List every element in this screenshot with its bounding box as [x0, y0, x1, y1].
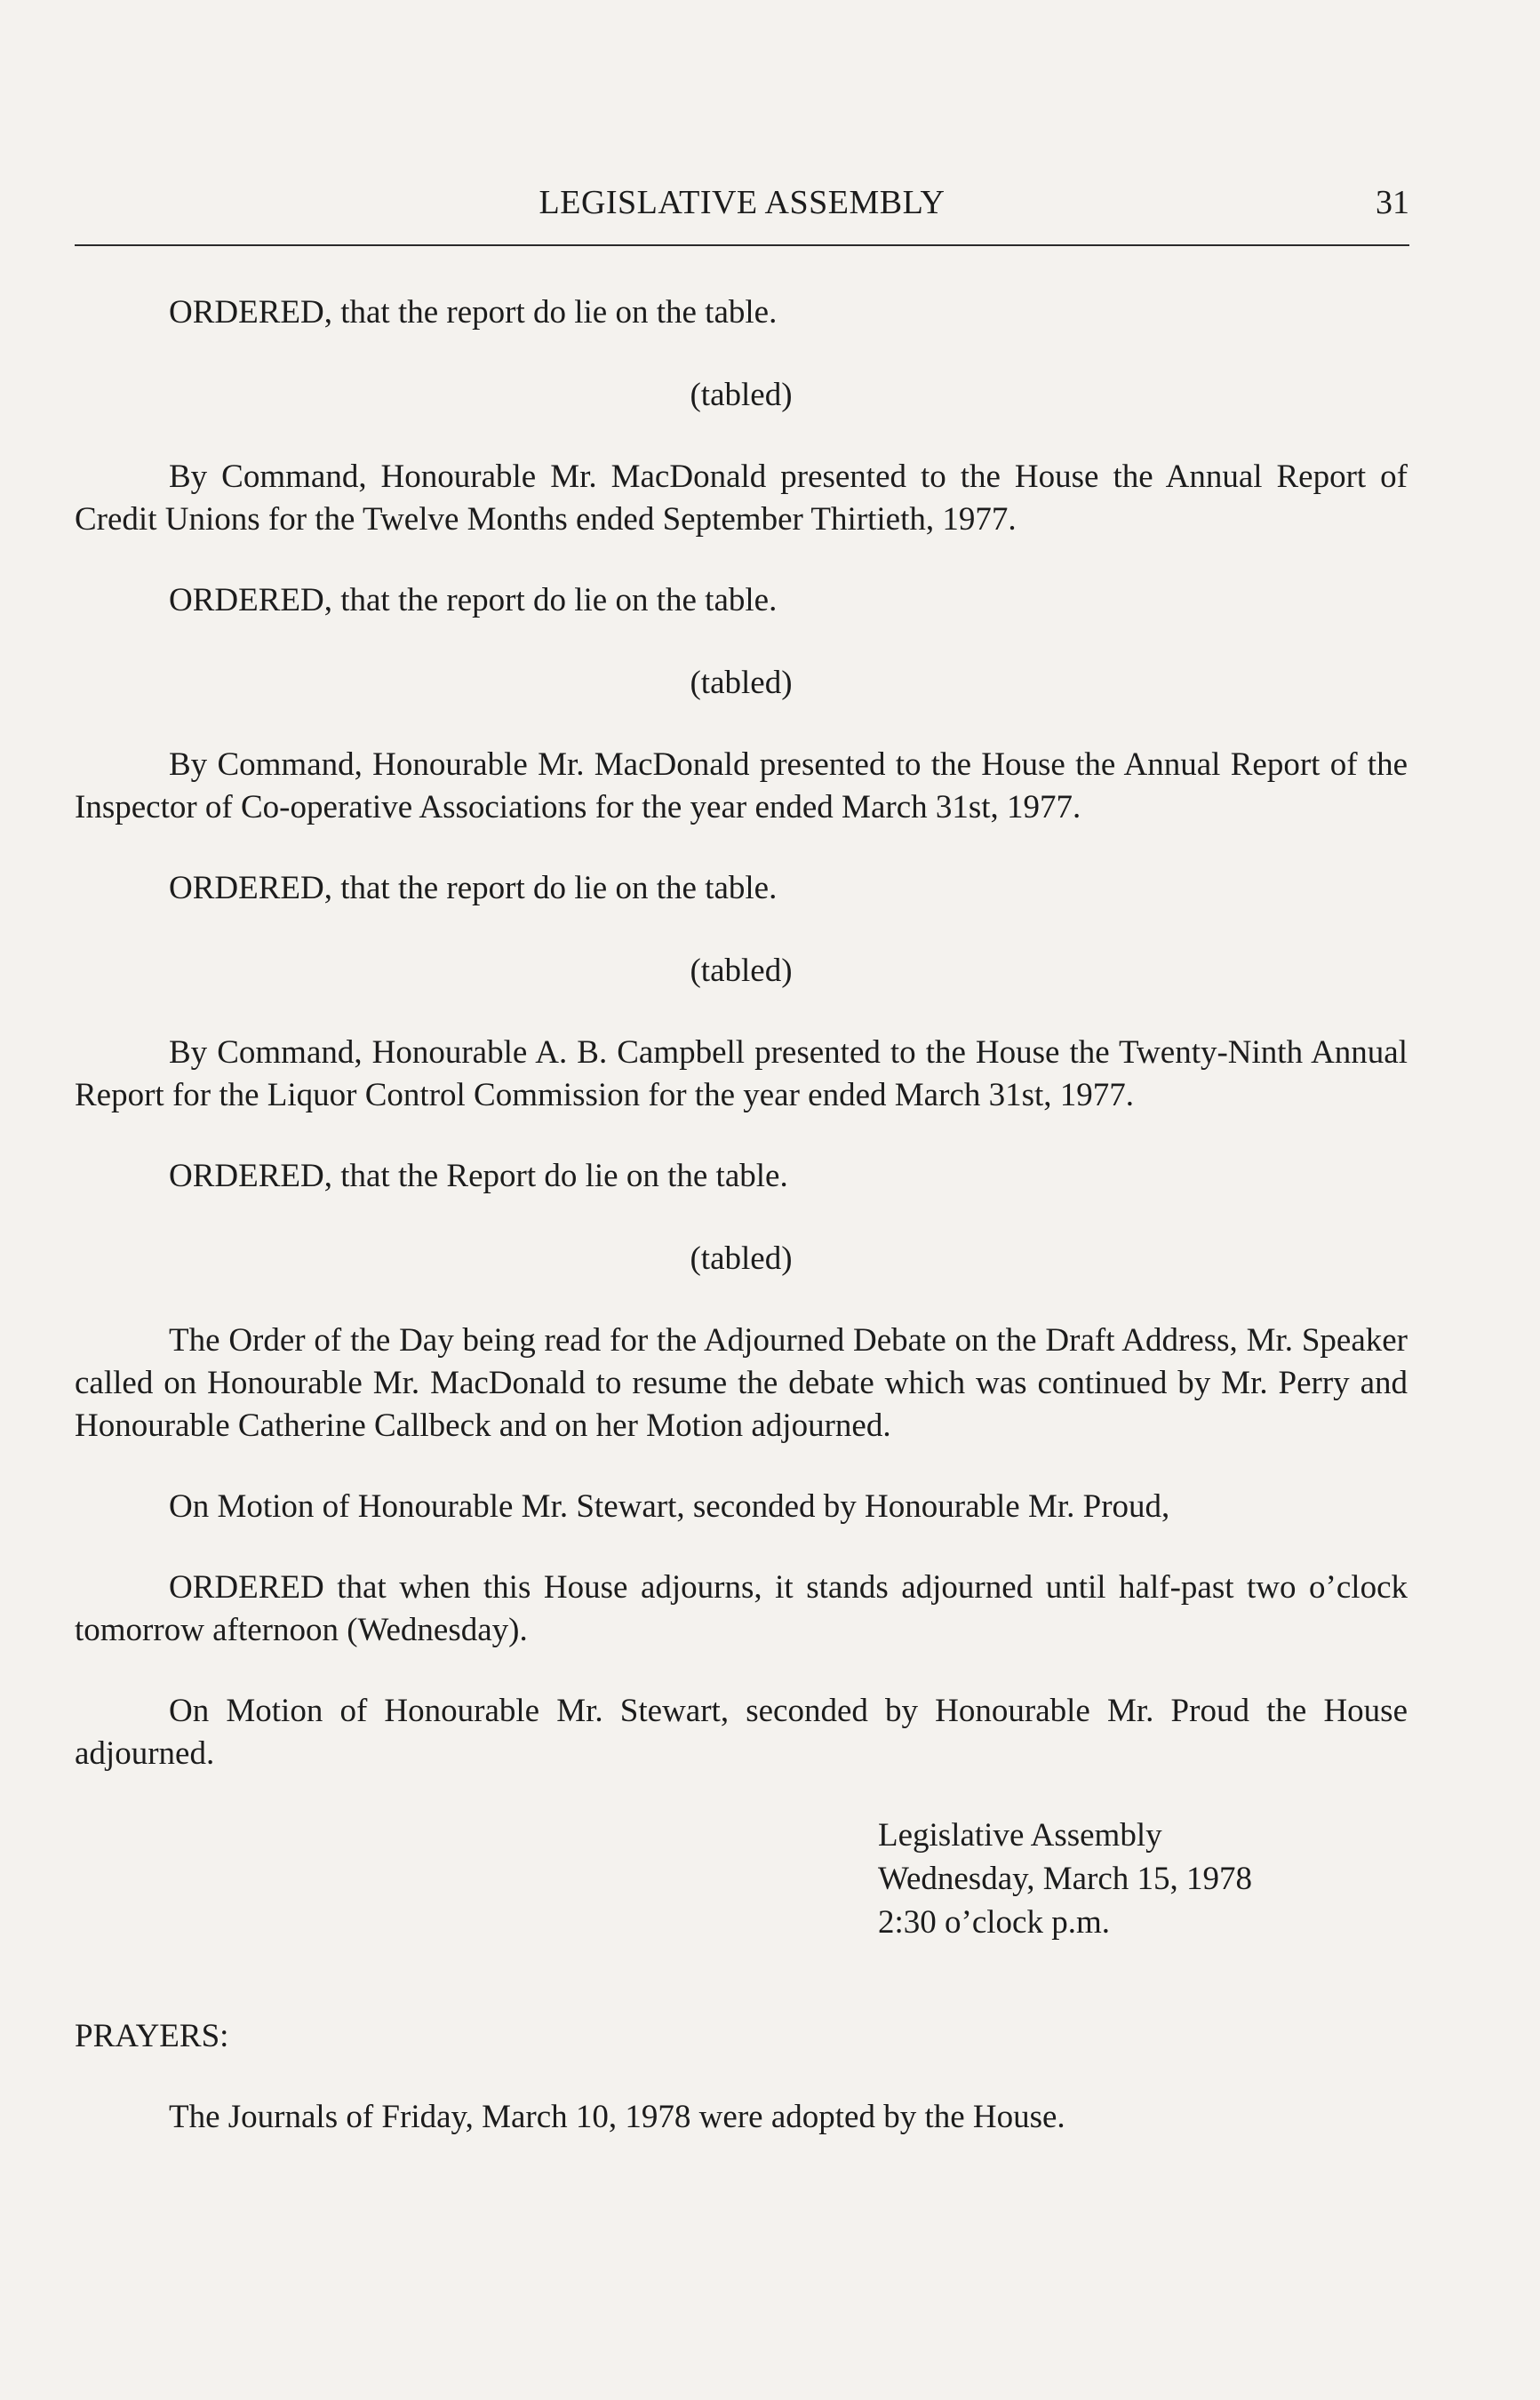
- ordered-paragraph: ORDERED, that the Report do lie on the table.: [169, 1158, 788, 1194]
- motion-paragraph: On Motion of Honourable Mr. Stewart, seconded by Honourable Mr. Proud,: [169, 1488, 1170, 1525]
- tabled-note: (tabled): [690, 665, 793, 701]
- ordered-paragraph: ORDERED, that the report do lie on the table.: [169, 582, 778, 618]
- page-header: [75, 183, 1409, 236]
- cooperative-associations-report-paragraph: By Command, Honourable Mr. MacDonald presented to the House the Annual Report of the Inspector of Co-operative Associations for the year ended March 31st, 1977.: [75, 746, 1408, 825]
- sitting-dateline: [878, 1814, 1408, 1944]
- credit-unions-report-paragraph: By Command, Honourable Mr. MacDonald presented to the House the Annual Report of Credit Unions for the Twelve Months ended September Thirtieth, 1977.: [75, 458, 1408, 538]
- page-number: 31: [1376, 184, 1409, 221]
- journal-body: [75, 291, 1408, 2177]
- header-rule: [75, 244, 1409, 246]
- ordered-paragraph: ORDERED, that the report do lie on the table.: [169, 294, 778, 331]
- adjournment-order-paragraph: ORDERED that when this House adjourns, it stands adjourned until half-past two o’clock tomorrow afternoon (Wednesday).: [75, 1569, 1408, 1648]
- house-adjourned-paragraph: On Motion of Honourable Mr. Stewart, seconded by Honourable Mr. Proud the House adjourned.: [75, 1693, 1408, 1772]
- ordered-paragraph: ORDERED, that the report do lie on the table.: [169, 870, 778, 906]
- dateline-time: 2:30 o’clock p.m.: [878, 1904, 1111, 1941]
- adjourned-debate-paragraph: The Order of the Day being read for the Adjourned Debate on the Draft Address, Mr. Speaker called on Honourable Mr. MacDonald to resume the debate which was continued by Mr. Perry and Honourable Catherine Callbeck and on her Motion adjourned.: [75, 1322, 1408, 1444]
- prayers-heading: PRAYERS:: [75, 2018, 229, 2054]
- tabled-note: (tabled): [690, 1240, 793, 1277]
- tabled-note: (tabled): [690, 377, 793, 413]
- dateline-assembly: Legislative Assembly: [878, 1817, 1162, 1854]
- liquor-control-report-paragraph: By Command, Honourable A. B. Campbell presented to the House the Twenty-Ninth Annual Report for the Liquor Control Commission for the year ended March 31st, 1977.: [75, 1034, 1408, 1113]
- journals-adopted-paragraph: The Journals of Friday, March 10, 1978 were adopted by the House.: [169, 2099, 1065, 2135]
- running-title: LEGISLATIVE ASSEMBLY: [539, 184, 946, 221]
- tabled-note: (tabled): [690, 953, 793, 989]
- dateline-date: Wednesday, March 15, 1978: [878, 1861, 1253, 1897]
